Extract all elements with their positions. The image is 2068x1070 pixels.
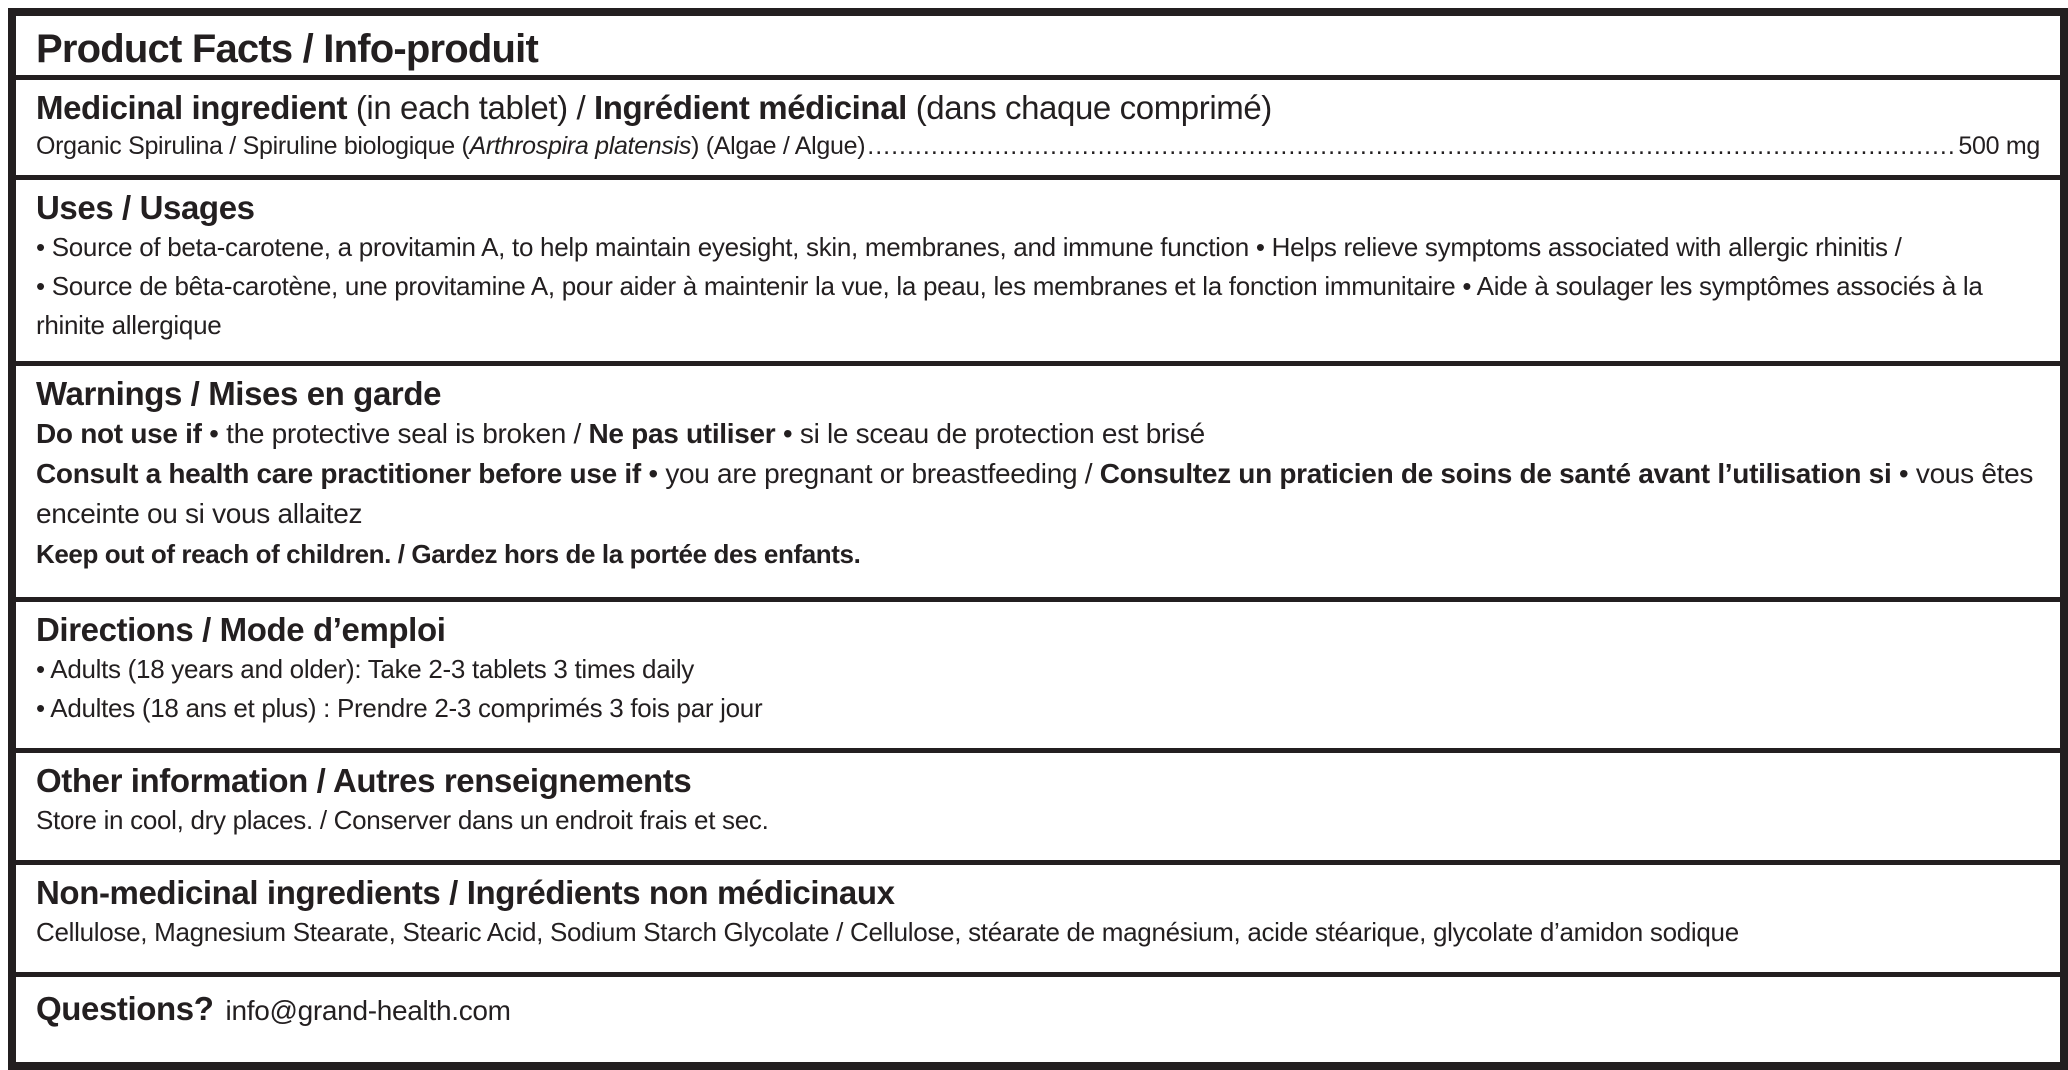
panel-title: Product Facts / Info-produit — [36, 27, 539, 71]
uses-line-en: • Source of beta-carotene, a provitamin A, to help maintain eyesight, skin, membranes, and immune function • Helps relieve symptoms associated with allergic rhinitis / — [36, 232, 1902, 262]
consult-en: Consult a health care practitioner before use if — [36, 458, 641, 489]
do-not-use-fr-text: • si le sceau de protection est brisé — [775, 418, 1205, 449]
directions-line-fr: • Adultes (18 ans et plus) : Prendre 2-3 comprimés 3 fois par jour — [36, 693, 763, 723]
ingredient-amount: 500 mg — [1958, 132, 2040, 160]
medicinal-heading-fr-note: (dans chaque comprimé) — [906, 89, 1272, 126]
other-information-section — [16, 753, 2060, 865]
medicinal-heading-en-note: (in each tablet) / — [347, 89, 595, 126]
directions-section — [16, 602, 2060, 753]
uses-heading: Uses / Usages — [36, 189, 255, 226]
consult-fr: Consultez un praticien de soins de santé avant l’utilisation si — [1099, 458, 1892, 489]
ingredient-row — [36, 128, 2040, 164]
keep-out-of-reach: Keep out of reach of children. / Gardez hors de la portée des enfants. — [36, 539, 861, 569]
ingredient-latin-name: Arthrospira platensis — [469, 132, 692, 160]
other-information-heading: Other information / Autres renseignements — [36, 762, 692, 799]
title-section — [16, 16, 2060, 80]
warnings-section — [16, 366, 2060, 602]
medicinal-heading-en: Medicinal ingredient — [36, 89, 348, 126]
non-medicinal-heading: Non-medicinal ingredients / Ingrédients non médicinaux — [36, 874, 895, 911]
consult-line — [36, 454, 2040, 534]
do-not-use-en: Do not use if — [36, 418, 202, 449]
warnings-heading: Warnings / Mises en garde — [36, 375, 442, 412]
consult-en-text: • you are pregnant or breastfeeding / — [640, 458, 1100, 489]
do-not-use-line — [36, 414, 2040, 454]
questions-section — [16, 977, 2060, 1062]
medicinal-heading-fr: Ingrédient médicinal — [594, 89, 907, 126]
directions-line-en: • Adults (18 years and older): Take 2-3 tablets 3 times daily — [36, 654, 695, 684]
ingredient-name — [36, 128, 865, 164]
other-information-text: Store in cool, dry places. / Conserver dans un endroit frais et sec. — [36, 805, 769, 835]
uses-line-fr: • Source de bêta-carotène, une provitamine A, pour aider à maintenir la vue, la peau, les membranes et la fonction immunitaire • Aide à soulager les symptômes associés à la rhinite allergique — [36, 271, 1983, 340]
uses-section — [16, 180, 2060, 366]
medicinal-heading — [36, 88, 2040, 128]
non-medicinal-text: Cellulose, Magnesium Stearate, Stearic Acid, Sodium Starch Glycolate / Cellulose, stéarate de magnésium, acide stéarique, glycolate d’amidon sodique — [36, 917, 1739, 947]
non-medicinal-section — [16, 865, 2060, 977]
directions-heading: Directions / Mode d’emploi — [36, 611, 446, 648]
medicinal-ingredient-section — [16, 80, 2060, 180]
dot-leader — [867, 128, 1954, 164]
questions-email[interactable]: info@grand-health.com — [225, 995, 511, 1026]
do-not-use-fr: Ne pas utiliser — [588, 418, 776, 449]
ingredient-name-prefix: Organic Spirulina / Spiruline biologique ( — [36, 132, 470, 160]
do-not-use-en-text: • the protective seal is broken / — [201, 418, 589, 449]
product-facts-panel — [8, 8, 2068, 1070]
ingredient-name-suffix: ) (Algae / Algue) — [691, 132, 866, 160]
consult-fr-text: • vous êtes enceinte ou si vous allaitez — [36, 458, 2034, 529]
questions-label: Questions? — [36, 990, 214, 1027]
